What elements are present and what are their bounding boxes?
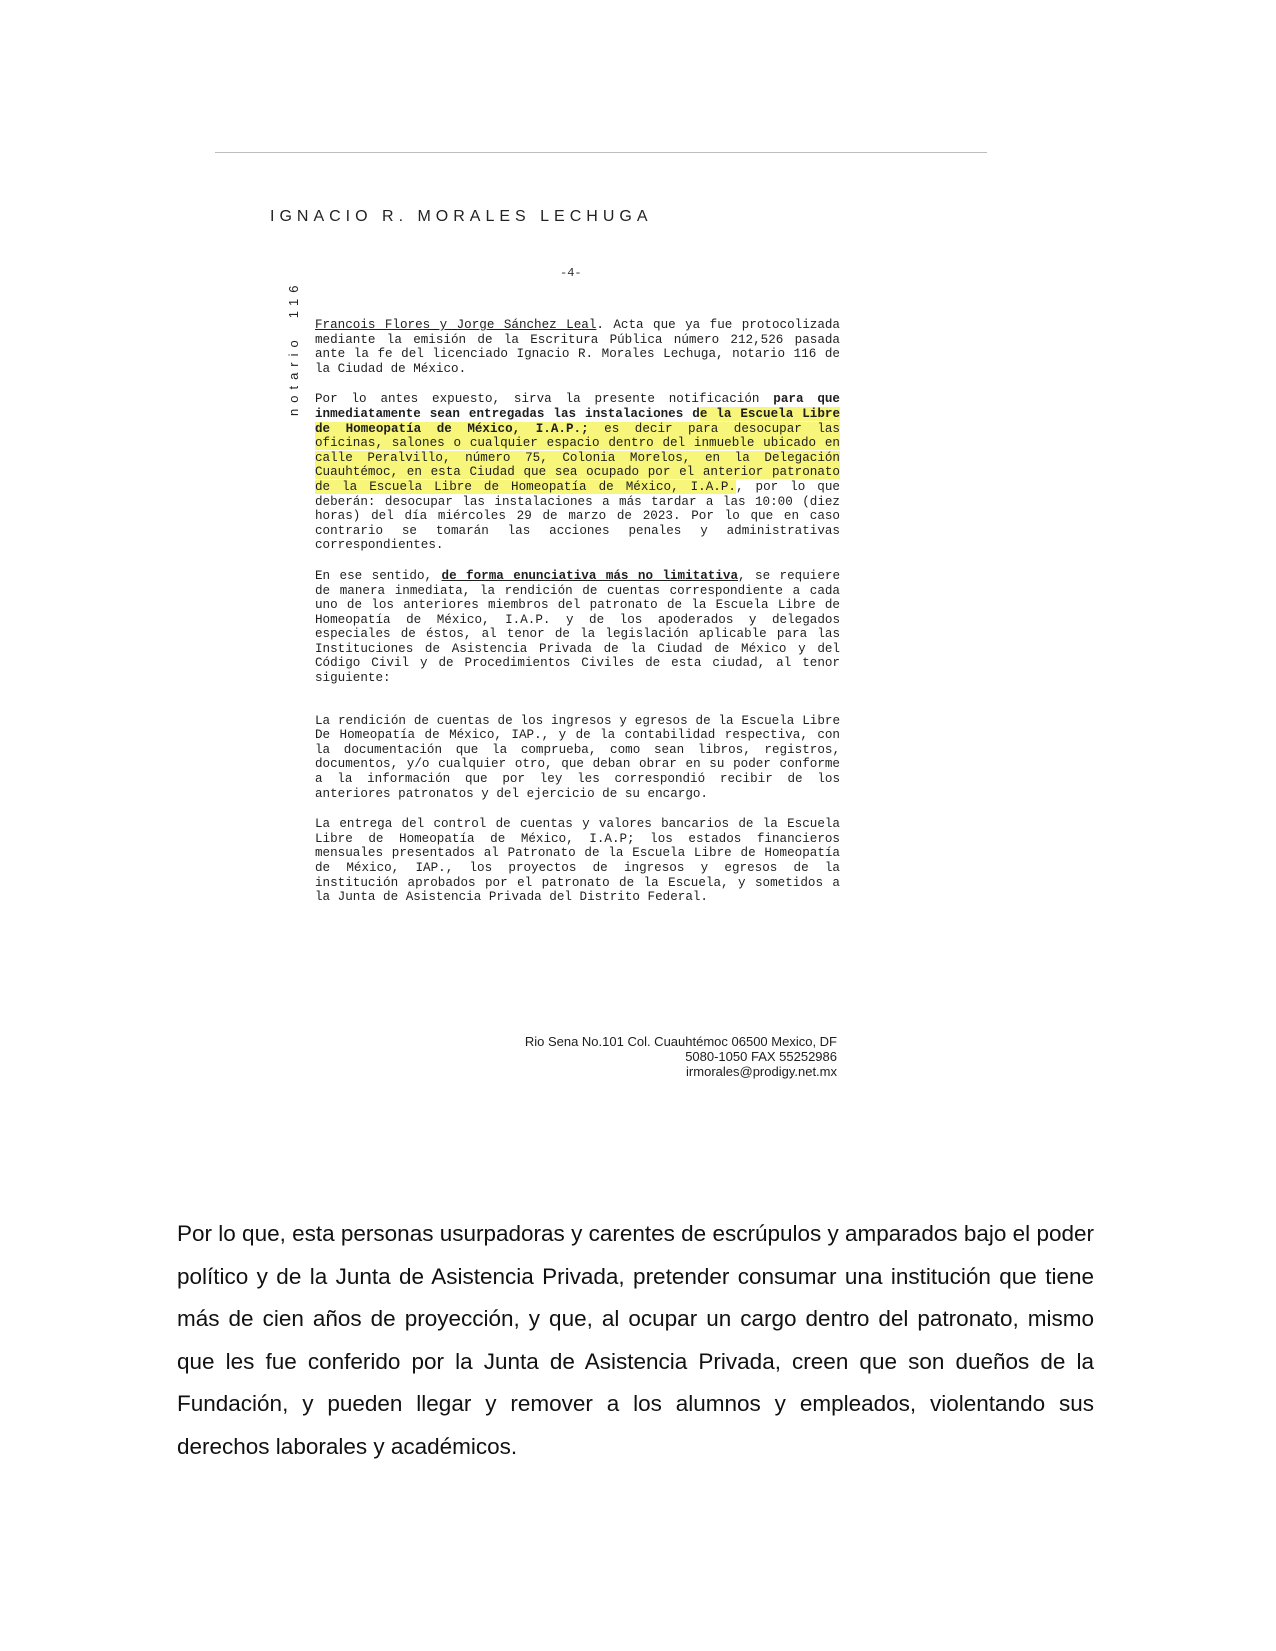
letter-paragraph-5: La entrega del control de cuentas y valores bancarios de la Escuela Libre de Homeopatía de México, I.A.P; los estados financieros mensuales presentados al Patronato de la Escuela Libre de Homeopatía de México, IAP., los proyectos de ingresos y egresos de la institución aprobados por el patronato de la Escuela, y sometidos a la Junta de Asistencia Privada del Distrito Federal.	[315, 817, 840, 905]
paragraph-1-text: . Acta que ya fue protocolizada mediante la emisión de la Escritura Pública número 212,526 pasada ante la fe del licenciado Ignacio R. Morales Lechuga, notario 116 de la Ciudad de México.	[315, 318, 840, 376]
scanned-letter	[315, 318, 840, 921]
address-line: Rio Sena No.101 Col. Cuauhtémoc 06500 Mexico, DF	[524, 1034, 837, 1049]
notary-label: notario	[285, 334, 301, 416]
paragraph-3-bold-underlined: de forma enunciativa más no limitativa	[441, 568, 739, 583]
letterhead-address	[525, 1034, 837, 1079]
letter-paragraph-1	[315, 318, 840, 376]
letter-paragraph-3	[315, 569, 840, 686]
top-divider	[215, 152, 987, 153]
letter-paragraph-4: La rendición de cuentas de los ingresos y egresos de la Escuela Libre De Homeopatía de México, IAP., y de la contabilidad respectiva, con la documentación que la comprueba, como sean libros, registros, documentos, y/o cualquier otro, que deban obrar en su poder conforme a la información que por ley les correspondió recibir de los anteriores patronatos y del ejercicio de su encargo.	[315, 713, 840, 801]
notary-side-label	[282, 279, 304, 416]
letterhead-name: IGNACIO R. MORALES LECHUGA	[270, 208, 653, 225]
notary-number: 116	[285, 279, 301, 319]
paragraph-2-rest: , por lo que deberán: desocupar las instalaciones a más tardar a las 10:00 (diez horas) del día miércoles 29 de marzo de 2023. Por lo que en caso contrario se tomarán las acciones penales y administrativas correspondientes.	[315, 479, 840, 553]
highlighted-bold-text: e la Escuela Libre de Homeopatía de México, I.A.P.;	[315, 406, 841, 436]
letter-paragraph-2	[315, 392, 840, 553]
phone-line: 5080-1050 FAX 55252986	[685, 1049, 837, 1064]
paragraph-2-bold: para que inmediatamente sean entregadas las instalaciones d	[315, 392, 840, 421]
names-underlined: Francois Flores y Jorge Sánchez Leal	[315, 318, 597, 332]
page-number: -4-	[560, 266, 582, 280]
paragraph-3-rest: , se requiere de manera inmediata, la rendición de cuentas correspondiente a cada uno de los anteriores miembros del patronato de la Escuela Libre de Homeopatía de México, I.A.P. y de los apoderados y delegados especiales de éstos, al tenor de la legislación aplicable para las Instituciones de Asistencia Privada de la Ciudad de México y del Código Civil y de Procedimientos Civiles de esta ciudad, al tenor siguiente:	[315, 568, 841, 686]
paragraph-2-intro: Por lo antes expuesto, sirva la presente notificación	[315, 392, 774, 407]
highlighted-text: es decir para desocupar las oficinas, salones o cualquier espacio dentro del inmueble ubicado en calle Peralvillo, número 75, Colonia Morelos, en la Delegación Cuauhtémoc, en esta Ciudad que sea ocupado por el anterior patronato de la Escuela Libre de Homeopatía de México, I.A.P.	[315, 421, 840, 494]
commentary-paragraph: Por lo que, esta personas usurpadoras y carentes de escrúpulos y amparados bajo el poder político y de la Junta de Asistencia Privada, pretender consumar una institución que tiene más de cien años de proyección, y que, al ocupar un cargo dentro del patronato, mismo que les fue conferido por la Junta de Asistencia Privada, creen que son dueños de la Fundación, y pueden llegar y remover a los alumnos y empleados, violentando sus derechos laborales y académicos.	[177, 1221, 1094, 1459]
paragraph-3-intro: En ese sentido,	[315, 568, 442, 583]
email-line: irmorales@prodigy.net.mx	[686, 1064, 837, 1079]
